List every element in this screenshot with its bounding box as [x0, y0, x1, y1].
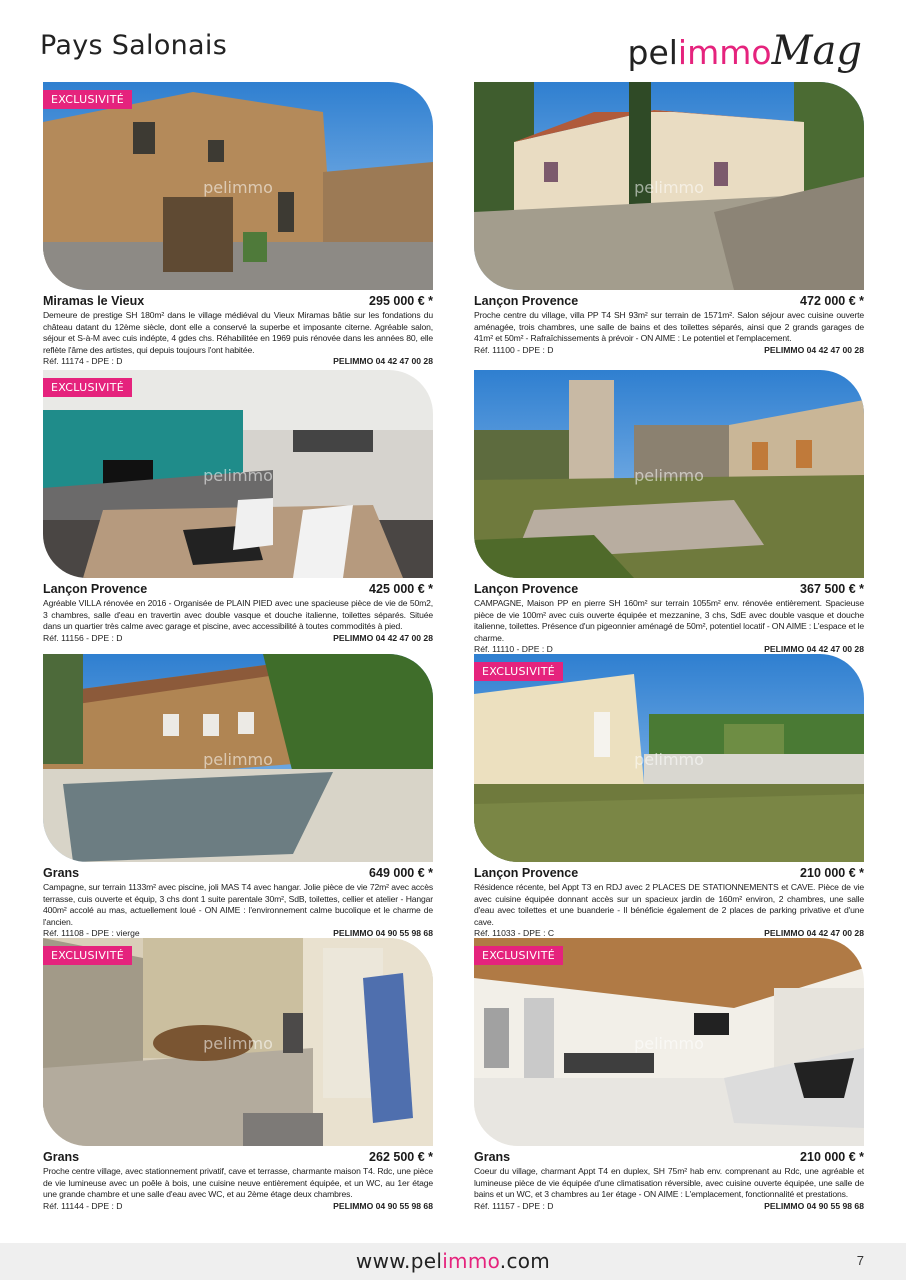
- property-photo[interactable]: [43, 654, 433, 862]
- agency-phone[interactable]: PELIMMO 04 90 55 98 68: [764, 1200, 864, 1211]
- watermark: pelimmo: [203, 178, 273, 197]
- exclusive-badge: EXCLUSIVITÉ: [43, 90, 132, 109]
- listing-reference: Réf. 11033 - DPE : C: [474, 928, 555, 938]
- watermark: pelimmo: [203, 466, 273, 485]
- region-title: Pays Salonais: [40, 30, 228, 61]
- property-photo[interactable]: [474, 370, 864, 578]
- listing-info: [43, 294, 433, 368]
- listing-info: [43, 582, 433, 644]
- listing-price: 210 000 € *: [800, 1150, 864, 1164]
- listing-info: [474, 582, 864, 656]
- listing-price: 210 000 € *: [800, 866, 864, 880]
- listing-reference: Réf. 11174 - DPE : D: [43, 356, 123, 366]
- listing-description: CAMPAGNE, Maison PP en pierre SH 160m² sur terrain 1055m² env. rénovée entièrement. Spacieuse pièce de vie 100m² avec cuis ouverte équipée et mezzanine, 3 chs, SdE avec double vasque et douche italienne, toilettes. Présence d'un pigeonnier aménagé de 50m², potentiel locatif - ON AIME : L'espace et le charme.: [474, 598, 864, 643]
- listing-reference: Réf. 11157 - DPE : D: [474, 1200, 554, 1211]
- listing-town: Lançon Provence: [474, 866, 579, 880]
- watermark: pelimmo: [634, 750, 704, 769]
- url-immo: immo: [442, 1249, 500, 1273]
- listing-description: Coeur du village, charmant Appt T4 en duplex, SH 75m² hab env. comprenant au Rdc, une agréable et lumineuse pièce de vie équipée d'une climatisation réversible, avec cuisine ouverte équipée, une salle de bains et un WC, et 3 chambres au 1er étage - ON AIME : L'emplacement, fonctionnalité et prestations.: [474, 1166, 864, 1199]
- page-footer: [0, 1243, 906, 1280]
- agency-phone[interactable]: PELIMMO 04 42 47 00 28: [333, 632, 433, 643]
- listing-town: Grans: [43, 866, 80, 880]
- listing-description: Demeure de prestige SH 180m² dans le village médiéval du Vieux Miramas bâtie sur les fondations du château datant du 12ème siècle, dont elle a conservé la superbe et imposante citerne. Agréable salon, séjour et S-à-M avec cuis indépte, 4 gdes chs. Réhabilitée en 1969 puis rénovée dans les années 80, elle reflète l'âme des artistes, qui depuis toujours l'ont habitée.: [43, 310, 433, 355]
- property-photo[interactable]: [43, 82, 433, 290]
- watermark: pelimmo: [203, 750, 273, 769]
- watermark: pelimmo: [634, 178, 704, 197]
- exclusive-badge: EXCLUSIVITÉ: [43, 946, 132, 965]
- agency-phone[interactable]: PELIMMO 04 90 55 98 68: [333, 928, 433, 938]
- logo-immo: immo: [677, 33, 772, 72]
- listing-reference: Réf. 11110 - DPE : D: [474, 644, 553, 654]
- property-photo[interactable]: [474, 654, 864, 862]
- watermark: pelimmo: [203, 1034, 273, 1053]
- listing-reference: Réf. 11156 - DPE : D: [43, 632, 123, 643]
- exclusive-badge: EXCLUSIVITÉ: [474, 946, 563, 965]
- listing-town: Grans: [474, 1150, 511, 1164]
- watermark: pelimmo: [634, 1034, 704, 1053]
- listing-reference: Réf. 11100 - DPE : D: [474, 344, 554, 355]
- agency-phone[interactable]: PELIMMO 04 42 47 00 28: [764, 928, 864, 938]
- listing-description: Campagne, sur terrain 1133m² avec piscine, joli MAS T4 avec hangar. Jolie pièce de vie 72m² avec accès terrasse, cuis ouverte et équip, 3 chs dont 1 suite parentale 30m², SdB, toilettes, cellier et atelier - Hangar 400m² accolé au mas, actuellement loué - ON AIME : l'environnement calme bucolique et le charme de l'ancien.: [43, 882, 433, 927]
- listing-town: Miramas le Vieux: [43, 294, 145, 308]
- listing-reference: Réf. 11108 - DPE : vierge: [43, 928, 140, 938]
- pelimmo-mag-logo: [628, 28, 863, 74]
- agency-phone[interactable]: PELIMMO 04 90 55 98 68: [333, 1200, 433, 1211]
- listing-reference: Réf. 11144 - DPE : D: [43, 1200, 123, 1211]
- listing-price: 295 000 € *: [369, 294, 433, 308]
- logo-mag: Mag: [771, 28, 862, 74]
- exclusive-badge: EXCLUSIVITÉ: [43, 378, 132, 397]
- listing-info: [474, 866, 864, 940]
- listing-description: Agréable VILLA rénovée en 2016 - Organisée de PLAIN PIED avec une spacieuse pièce de vie de 50m2, 3 chambres, salle d'eau en travertin avec double vasque et douche italienne, toilettes séparés. Située dans un quartier très calme avec garage et piscine, avec accessibilité à toutes commodités à pied.: [43, 598, 433, 631]
- listing-town: Lançon Provence: [43, 582, 148, 596]
- listing-town: Grans: [43, 1150, 80, 1164]
- listing-description: Résidence récente, bel Appt T3 en RDJ avec 2 PLACES DE STATIONNEMENTS et CAVE. Pièce de vie avec cuisine équipée donnant accès sur un spacieux jardin de 160m² environ, 2 chambres, une salle d'eau avec toilettes et une buanderie - Il bénéficie également de 2 places de parking privative et d'une cave.: [474, 882, 864, 927]
- listing-price: 425 000 € *: [369, 582, 433, 596]
- listing-town: Lançon Provence: [474, 582, 579, 596]
- property-photo[interactable]: [474, 82, 864, 290]
- url-prefix: www.pel: [355, 1249, 443, 1273]
- website-link[interactable]: [0, 1249, 906, 1273]
- agency-phone[interactable]: PELIMMO 04 42 47 00 28: [764, 344, 864, 355]
- property-photo[interactable]: [43, 370, 433, 578]
- listing-description: Proche centre village, avec stationnement privatif, cave et terrasse, charmante maison T4. Rdc, une pièce de vie lumineuse avec un poêle à bois, une cuisine neuve entièrement équipée, et un WC, au 1er étage une grande chambre et une salle d'eau avec WC, et au 2ème étage deux chambres.: [43, 1166, 433, 1199]
- page-header: [0, 0, 906, 72]
- listing-price: 649 000 € *: [369, 866, 433, 880]
- property-photo[interactable]: [474, 938, 864, 1146]
- property-photo[interactable]: [43, 938, 433, 1146]
- url-suffix: .com: [499, 1249, 551, 1273]
- agency-phone[interactable]: PELIMMO 04 42 47 00 28: [333, 356, 433, 366]
- exclusive-badge: EXCLUSIVITÉ: [474, 662, 563, 681]
- listing-info: [43, 866, 433, 940]
- listing-info: [474, 294, 864, 356]
- listing-description: Proche centre du village, villa PP T4 SH 93m² sur terrain de 1571m². Salon séjour avec cuisine ouverte aménagée, trois chambres, une salle de bains et des toilettes séparés, ainsi que 2 grands garages de 41m² et 50m² - Rafraîchissements à prévoir - ON AIME : Le potentiel et l'emplacement.: [474, 310, 864, 343]
- watermark: pelimmo: [634, 466, 704, 485]
- agency-phone[interactable]: PELIMMO 04 42 47 00 28: [764, 644, 864, 654]
- listing-info: [474, 1150, 864, 1212]
- listing-price: 262 500 € *: [369, 1150, 433, 1164]
- listing-price: 472 000 € *: [800, 294, 864, 308]
- listing-info: [43, 1150, 433, 1212]
- listing-price: 367 500 € *: [800, 582, 864, 596]
- page-number: 7: [856, 1253, 864, 1268]
- listing-town: Lançon Provence: [474, 294, 579, 308]
- logo-pel: pel: [627, 33, 678, 72]
